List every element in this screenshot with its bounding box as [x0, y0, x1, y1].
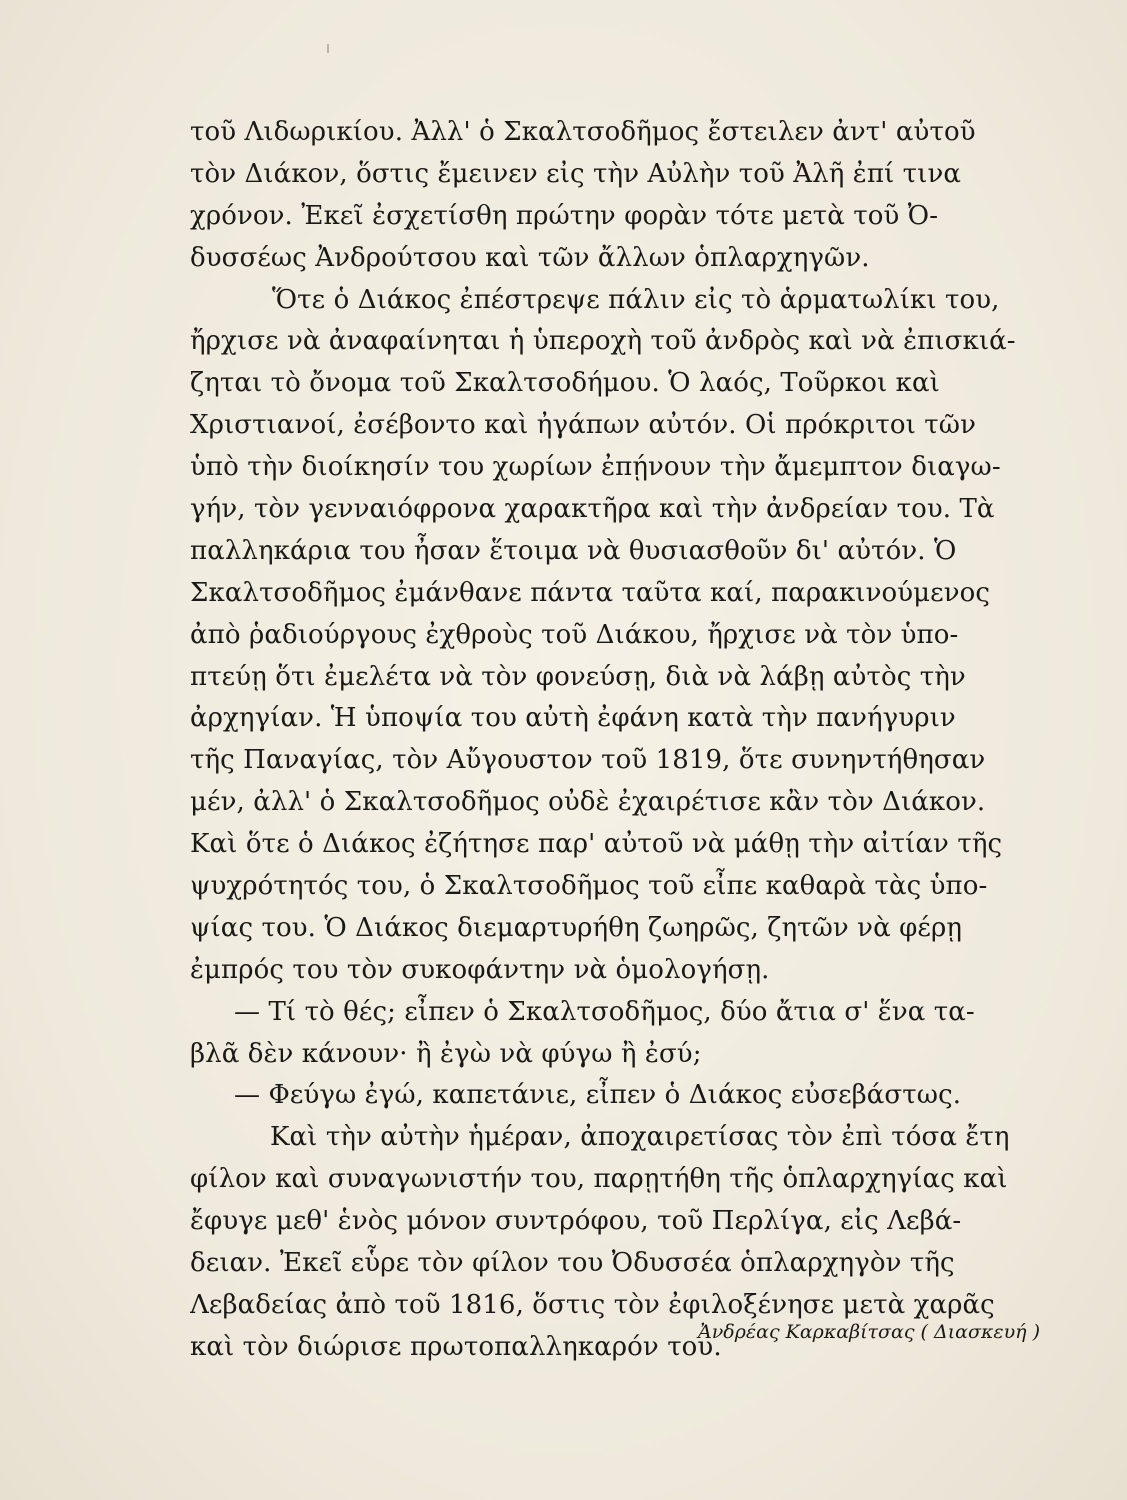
text-line: πτεύῃ ὅτι ἐμελέτα νὰ τὸν φονεύσῃ, διὰ νὰ λάβῃ αὐτὸς τὴν — [190, 661, 966, 692]
dialogue-line: — Τί τὸ θές; εἶπεν ὁ Σκαλτσοδῆμος, δύο ἄτια σ' ἕνα τα- — [234, 996, 975, 1027]
text-line: Σκαλτσοδῆμος ἐμάνθανε πάντα ταῦτα καί, παρακινούμενος — [190, 577, 991, 608]
dialogue-line: — Φεύγω ἐγώ, καπετάνιε, εἶπεν ὁ Διάκος εὐσεβάστως. — [234, 1080, 962, 1111]
text-line: ψυχρότητός του, ὁ Σκαλτσοδῆμος τοῦ εἶπε καθαρὰ τὰς ὑπο- — [190, 871, 988, 902]
text-line: Καὶ τὴν αὐτὴν ἡμέραν, ἀποχαιρετίσας τὸν ἐπὶ τόσα ἔτη — [270, 1122, 1010, 1153]
text-line: Καὶ ὅτε ὁ Διάκος ἐζήτησε παρ' αὐτοῦ νὰ μάθῃ τὴν αἰτίαν τῆς — [190, 829, 1003, 860]
author-attribution: Ἀνδρέας Καρκαβίτσας ( Διασκευή ) — [698, 1321, 1040, 1343]
text-line: φίλον καὶ συναγωνιστήν του, παρῃτήθη τῆς ὁπλαρχηγίας καὶ — [190, 1164, 1008, 1195]
text-line: δυσσέως Ἀνδρούτσου καὶ τῶν ἄλλων ὁπλαρχηγῶν. — [190, 242, 870, 273]
text-line: τῆς Παναγίας, τὸν Αὔγουστον τοῦ 1819, ὅτε συνηντήθησαν — [190, 745, 986, 776]
text-line: μέν, ἀλλ' ὁ Σκαλτσοδῆμος οὐδὲ ἐχαιρέτισε κἂν τὸν Διάκον. — [190, 787, 986, 818]
text-line: ψίας του. Ὁ Διάκος διεμαρτυρήθη ζωηρῶς, ζητῶν νὰ φέρῃ — [190, 912, 963, 943]
text-line: ἐμπρός του τὸν συκοφάντην νὰ ὁμολογήσῃ. — [190, 954, 770, 985]
text-line: ζηται τὸ ὄνομα τοῦ Σκαλτσοδήμου. Ὁ λαός, Τοῦρκοι καὶ — [190, 368, 940, 399]
text-line: τοῦ Λιδωρικίου. Ἀλλ' ὁ Σκαλτσοδῆμος ἔστειλεν ἀντ' αὐτοῦ — [190, 117, 976, 147]
text-line: ἔφυγε μεθ' ἑνὸς μόνον συντρόφου, τοῦ Περλίγα, εἰς Λεβά- — [190, 1206, 962, 1237]
text-line: γήν, τὸν γενναιόφρονα χαρακτῆρα καὶ τὴν ἀνδρείαν του. Τὰ — [190, 494, 995, 525]
margin-mark — [327, 44, 329, 53]
passage-text — [190, 112, 1040, 1369]
text-line: Χριστιανοί, ἐσέβοντο καὶ ἠγάπων αὐτόν. Οἱ πρόκριτοι τῶν — [190, 410, 976, 441]
text-line: καὶ τὸν διώρισε πρωτοπαλληκαρόν του. — [190, 1331, 722, 1362]
text-line: ὑπὸ τὴν διοίκησίν του χωρίων ἐπῄνουν τὴν ἄμεμπτον διαγω- — [190, 452, 1001, 483]
text-line: ἤρχισε νὰ ἀναφαίνηται ἡ ὑπεροχὴ τοῦ ἀνδρὸς καὶ νὰ ἐπισκιά- — [190, 326, 1016, 357]
text-line: ἀρχηγίαν. Ἡ ὑποψία του αὐτὴ ἐφάνη κατὰ τὴν πανήγυριν — [190, 703, 956, 734]
dialogue-line: βλᾶ δὲν κάνουν· ἢ ἐγὼ νὰ φύγω ἢ ἐσύ; — [190, 1038, 702, 1069]
text-line: ἀπὸ ῥαδιούργους ἐχθροὺς τοῦ Διάκου, ἤρχισε νὰ τὸν ὑπο- — [190, 619, 959, 650]
text-line: παλληκάρια του ἦσαν ἕτοιμα νὰ θυσιασθοῦν δι' αὐτόν. Ὁ — [190, 535, 957, 566]
text-line: δειαν. Ἐκεῖ εὗρε τὸν φίλον του Ὀδυσσέα ὁπλαρχηγὸν τῆς — [190, 1248, 955, 1279]
text-line: τὸν Διάκον, ὅστις ἔμεινεν εἰς τὴν Αὐλὴν τοῦ Ἀλῆ ἐπί τινα — [190, 158, 962, 189]
text-line: χρόνον. Ἐκεῖ ἐσχετίσθη πρώτην φορὰν τότε μετὰ τοῦ Ὀ- — [190, 200, 939, 231]
text-line: Λεβαδείας ἀπὸ τοῦ 1816, ὅστις τὸν ἐφιλοξένησε μετὰ χαρᾶς — [190, 1289, 995, 1320]
text-line: Ὅτε ὁ Διάκος ἐπέστρεψε πάλιν εἰς τὸ ἁρματωλίκι του, — [272, 284, 1000, 315]
